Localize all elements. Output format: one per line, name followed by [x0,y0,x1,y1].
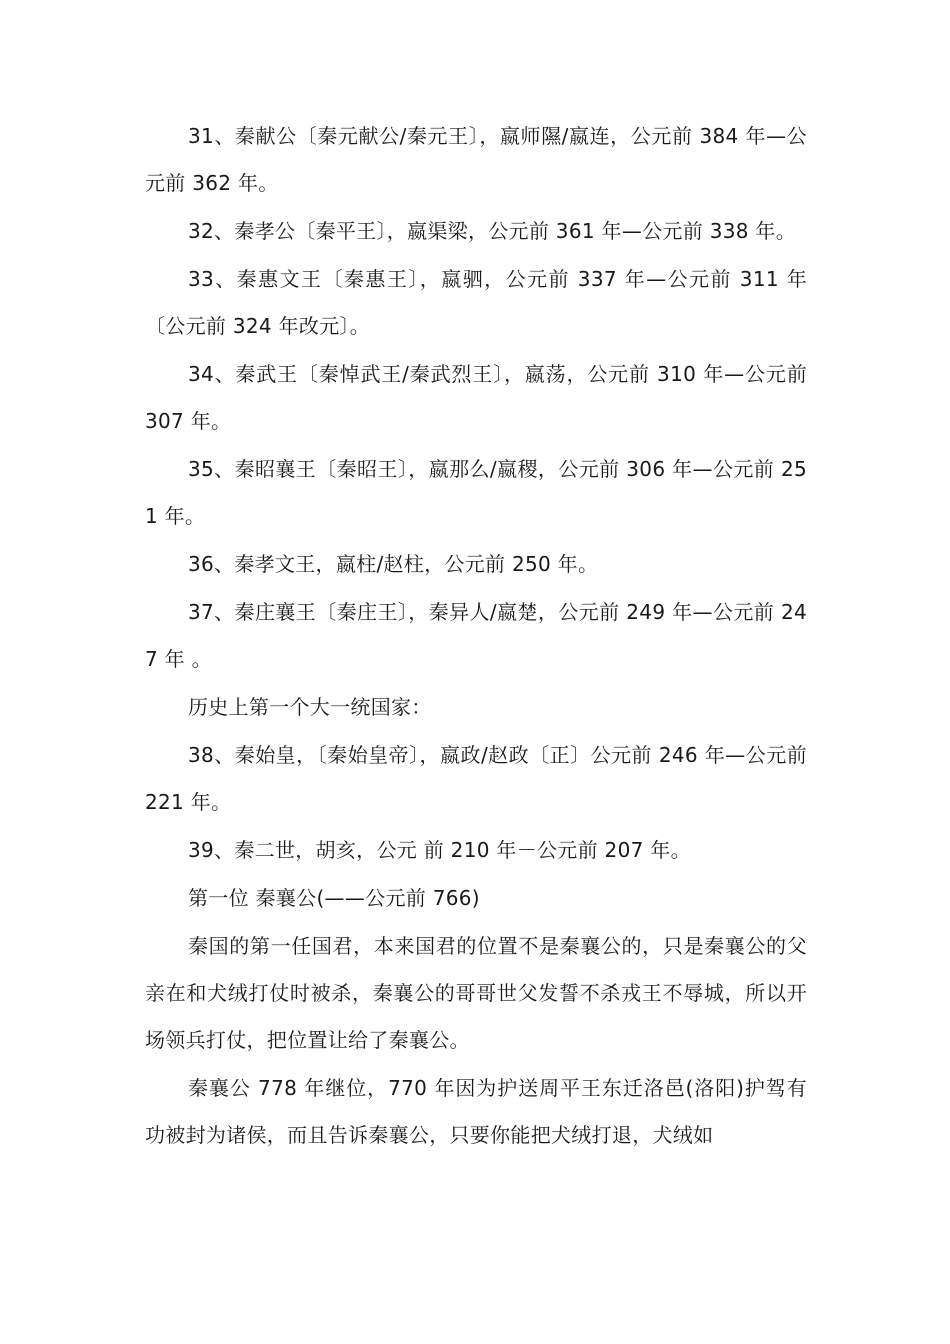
paragraph-qin-xiaogong: 32、秦孝公〔秦平王〕，嬴渠梁，公元前 361 年—公元前 338 年。 [188,219,797,243]
paragraph-unification-heading: 历史上第一个大一统国家： [188,695,432,719]
paragraph-qin-huiwenwang: 33、秦惠文王〔秦惠王〕，嬴驷，公元前 337 年—公元前 311 年〔公元前 324 年改元〕。 [145,267,807,338]
document-body [145,113,807,1160]
paragraph-qin-ershi: 39、秦二世，胡亥，公元 前 210 年－公元前 207 年。 [188,838,691,862]
paragraph-qin-xiangong: 31、秦献公〔秦元献公/秦元王〕，嬴师隰/嬴连，公元前 384 年—公元前 362 年。 [145,124,807,195]
paragraph-qin-zhaoxiangwang: 35、秦昭襄王〔秦昭王〕，嬴那么/嬴稷，公元前 306 年—公元前 251 年。 [145,457,807,528]
paragraph-xianggong-background: 秦国的第一任国君，本来国君的位置不是秦襄公的，只是秦襄公的父亲在和犬绒打仗时被杀，秦襄公的哥哥世父发誓不杀戎王不辱城，所以开场领兵打仗，把位置让给了秦襄公。 [145,934,807,1052]
paragraph-first-ruler-heading: 第一位 秦襄公(——公元前 766) [188,886,480,910]
paragraph-xianggong-succession: 秦襄公 778 年继位，770 年因为护送周平王东迁洛邑(洛阳)护驾有功被封为诸侯，而且告诉秦襄公，只要你能把犬绒打退，犬绒如 [145,1076,807,1147]
paragraph-qin-shihuang: 38、秦始皇，〔秦始皇帝〕，嬴政/赵政〔正〕公元前 246 年—公元前 221 年。 [145,743,807,814]
paragraph-qin-zhuangxiangwang: 37、秦庄襄王〔秦庄王〕，秦异人/嬴楚，公元前 249 年—公元前 247 年 。 [145,600,807,671]
paragraph-qin-xiaowenwang: 36、秦孝文王，嬴柱/赵柱，公元前 250 年。 [188,552,599,576]
paragraph-qin-wuwang: 34、秦武王〔秦悼武王/秦武烈王〕，嬴荡，公元前 310 年—公元前 307 年。 [145,362,807,433]
